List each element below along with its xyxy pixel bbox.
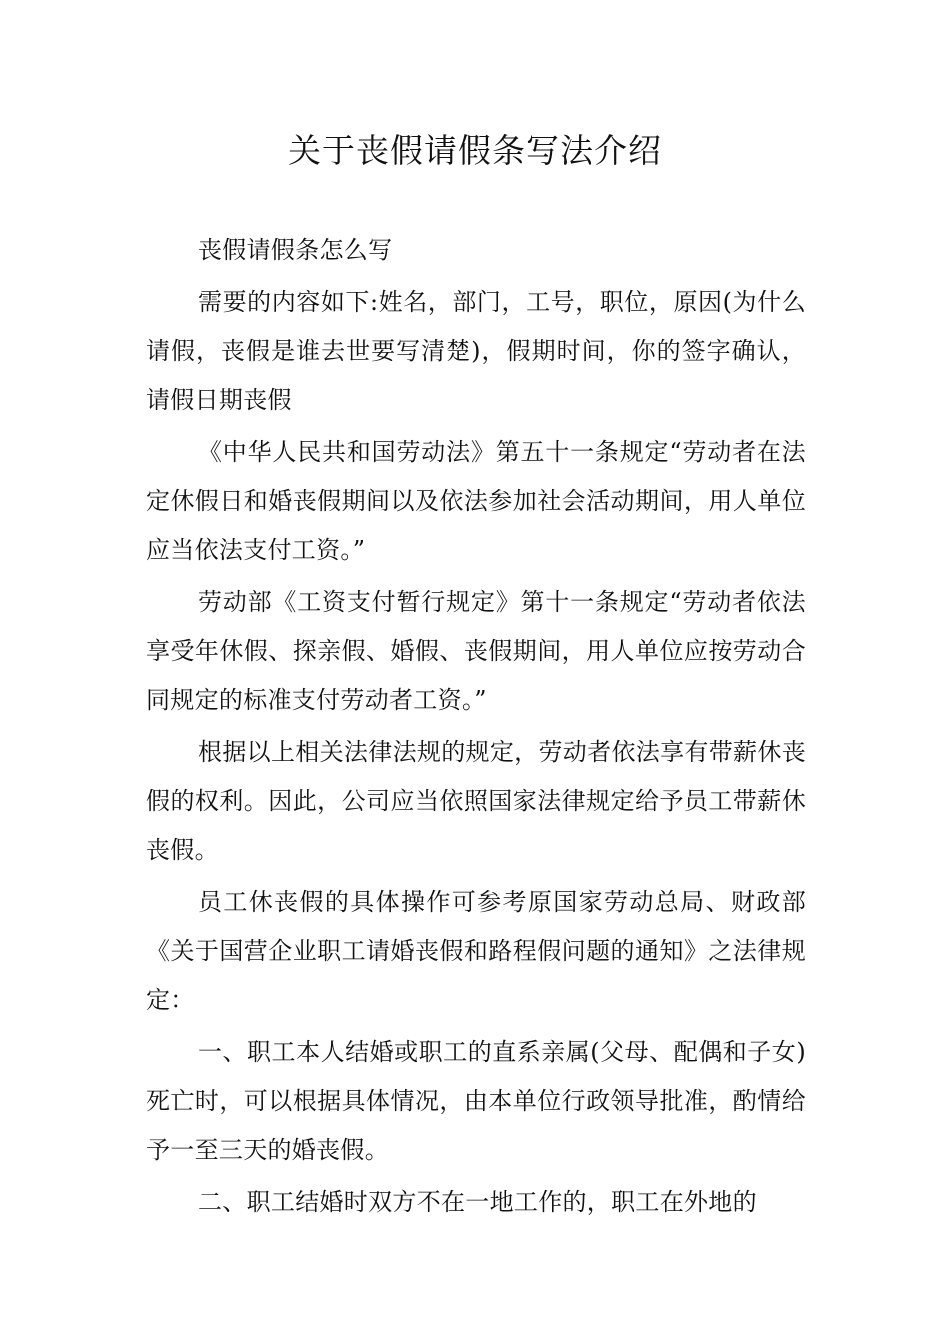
paragraph-7: 一、职工本人结婚或职工的直系亲属(父母、配偶和子女)死亡时，可以根据具体情况，由本单位行政领导批准，酌情给予一至三天的婚丧假。	[146, 1038, 806, 1164]
paragraph-8: 二、职工结婚时双方不在一地工作的，职工在外地的	[198, 1188, 757, 1216]
document-body	[146, 226, 806, 1230]
paragraph-6: 员工休丧假的具体操作可参考原国家劳动总局、财政部《关于国营企业职工请婚丧假和路程假问题的通知》之法律规定：	[146, 888, 806, 1014]
paragraph-2: 需要的内容如下:姓名，部门，工号，职位，原因(为什么请假，丧假是谁去世要写清楚)，假期时间，你的签字确认，请假日期丧假	[146, 288, 806, 414]
paragraph-3: 《中华人民共和国劳动法》第五十一条规定“劳动者在法定休假日和婚丧假期间以及依法参加社会活动期间，用人单位应当依法支付工资。”	[146, 438, 806, 564]
paragraph-5: 根据以上相关法律法规的规定，劳动者依法享有带薪休丧假的权利。因此，公司应当依照国家法律规定给予员工带薪休丧假。	[146, 738, 806, 864]
paragraph-1: 丧假请假条怎么写	[198, 236, 393, 264]
document-title: 关于丧假请假条写法介绍	[288, 131, 662, 170]
paragraph-4: 劳动部《工资支付暂行规定》第十一条规定“劳动者依法享受年休假、探亲假、婚假、丧假期间，用人单位应按劳动合同规定的标准支付劳动者工资。”	[146, 588, 806, 714]
